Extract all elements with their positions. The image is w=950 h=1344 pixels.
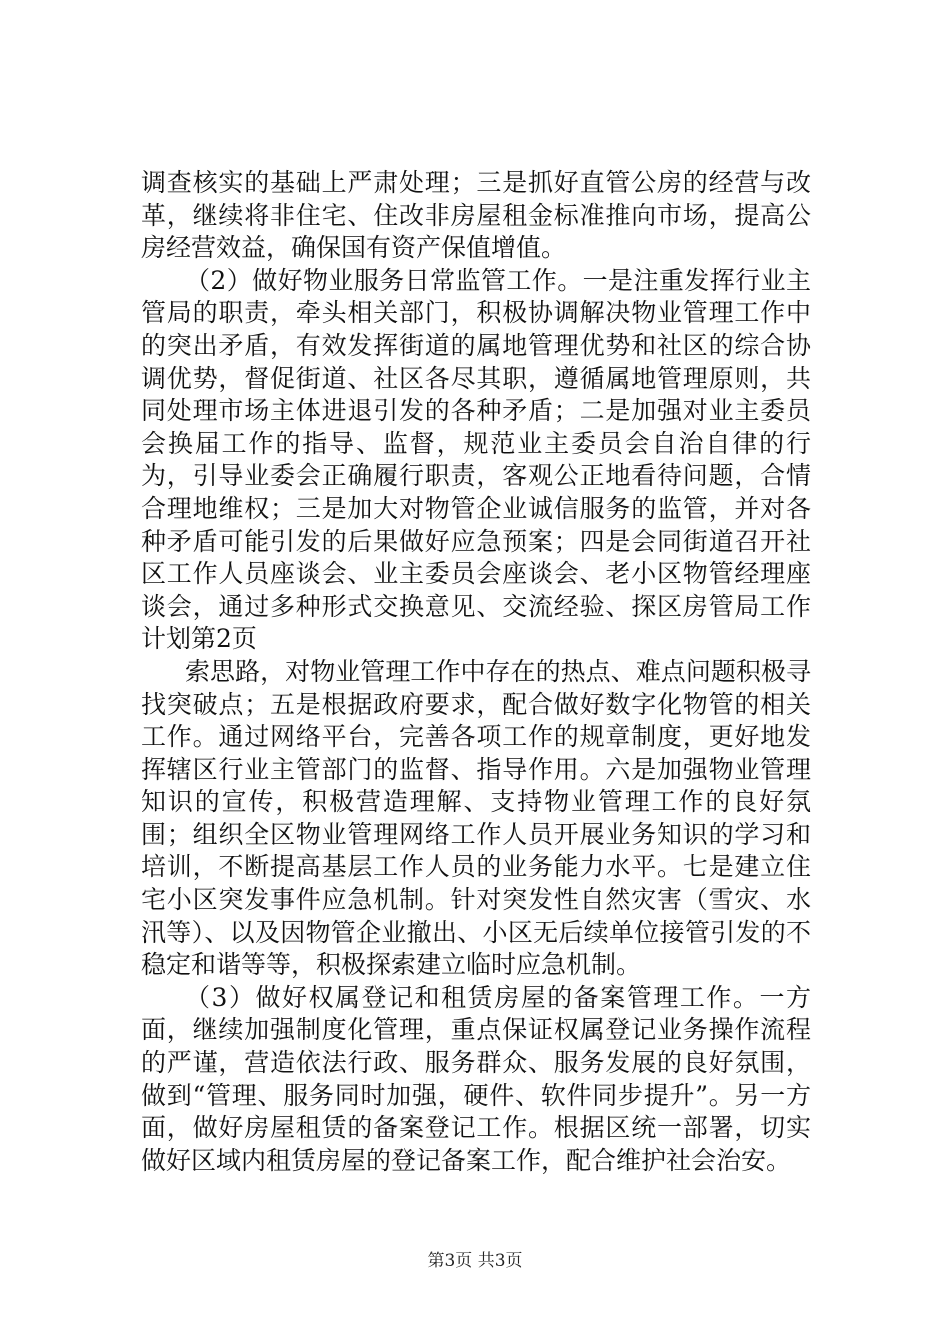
paragraph-2: （2）做好物业服务日常监管工作。一是注重发挥行业主管局的职责，牵头相关部门，积极协调解决物业管理工作中的突出矛盾，有效发挥街道的属地管理优势和社区的综合协调优势，督促街道、社区各尽其职，遵循属地管理原则，共同处理市场主体进退引发的各种矛盾；二是加强对业主委员会换届工作的指导、监督，规范业主委员会自治自律的行为，引导业委会正确履行职责，客观公正地看待问题，合情合理地维权；三是加大对物管企业诚信服务的监管，并对各种矛盾可能引发的后果做好应急预案；四是会同街道召开社区工作人员座谈会、业主委员会座谈会、老小区物管经理座谈会，通过多种形式交换意见、交流经验、探区房管局工作计划第2页 <box>141 265 811 654</box>
paragraph-3: 索思路，对物业管理工作中存在的热点、难点问题积极寻找突破点；五是根据政府要求，配合做好数字化物管的相关工作。通过网络平台，完善各项工作的规章制度，更好地发挥辖区行业主管部门的监督、指导作用。六是加强物业管理知识的宣传，积极营造理解、支持物业管理工作的良好氛围；组织全区物业管理网络工作人员开展业务知识的学习和培训，不断提高基层工作人员的业务能力水平。七是建立住宅小区突发事件应急机制。针对突发性自然灾害（雪灾、水汛等）、以及因物管企业撤出、小区无后续单位接管引发的不稳定和谐等等，积极探索建立临时应急机制。 <box>141 656 811 980</box>
paragraph-1: 调查核实的基础上严肃处理；三是抓好直管公房的经营与改革，继续将非住宅、住改非房屋租金标准推向市场，提高公房经营效益，确保国有资产保值增值。 <box>141 168 811 263</box>
document-body <box>141 167 811 1177</box>
paragraph-4: （3）做好权属登记和租赁房屋的备案管理工作。一方面，继续加强制度化管理，重点保证权属登记业务操作流程的严谨，营造依法行政、服务群众、服务发展的良好氛围，做到“管理、服务同时加强，硬件、软件同步提升”。另一方面，做好房屋租赁的备案登记工作。根据区统一部署，切实做好区域内租赁房屋的登记备案工作，配合维护社会治安。 <box>141 982 811 1175</box>
page-footer: 第3页 共3页 <box>427 1251 523 1271</box>
